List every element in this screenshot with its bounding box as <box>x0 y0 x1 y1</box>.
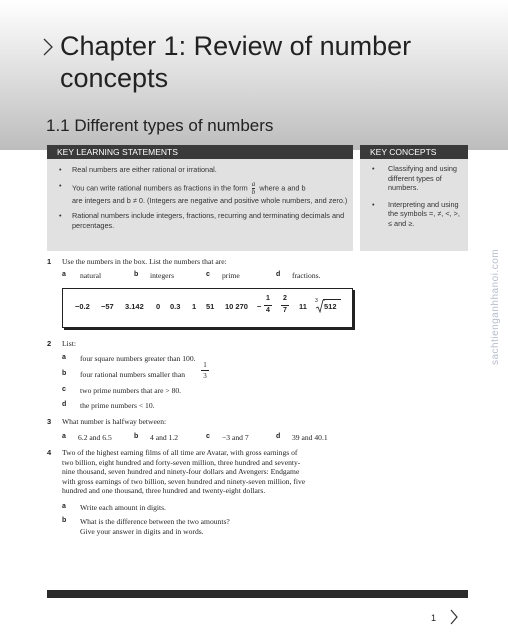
part-label: d <box>62 401 67 408</box>
part-text: four square numbers greater than 100. <box>80 354 196 363</box>
fraction-bar <box>264 305 272 306</box>
question-number: 2 <box>47 339 52 348</box>
fraction-denominator: 7 <box>283 307 287 314</box>
part-label: a <box>62 433 66 440</box>
fraction-denominator: 3 <box>203 372 207 380</box>
number-box <box>62 288 353 328</box>
box-number: 11 <box>299 302 307 311</box>
box-number: 10 270 <box>225 302 248 311</box>
fraction-numerator: 1 <box>266 295 270 302</box>
part-text: Write each amount in digits. <box>80 503 166 512</box>
key-learning-item: • You can write rational numbers as fractions in the form $\frac{a}{b}$ where a and b are integers and b ≠ 0. (Integers are negative and positive whole numbers, and zero.) <box>47 181 353 206</box>
part-text: the prime numbers < 10. <box>80 401 155 410</box>
question-text: List: <box>62 339 76 348</box>
fraction-numerator: a <box>251 179 256 188</box>
key-concept-item: • Interpreting and using the symbols =, ≠, <, >, ≤ and ≥. <box>360 200 460 229</box>
fraction-numerator: 1 <box>203 361 207 369</box>
part-text: 6.2 and 6.5 <box>78 433 112 442</box>
key-concepts-heading: KEY CONCEPTS <box>360 145 468 159</box>
box-number: 51 <box>206 302 215 311</box>
part-label: b <box>62 370 67 377</box>
chapter-title: Chapter 1: Review of number concepts <box>60 31 412 93</box>
key-learning-item: • Rational numbers include integers, fractions, recurring and terminating decimals and percentages. <box>47 211 353 230</box>
part-text: integers <box>150 271 175 280</box>
part-text: prime <box>222 271 240 280</box>
page-number: 1 <box>431 613 437 623</box>
part-text: −3 and 7 <box>222 433 249 442</box>
question-text: Two of the highest earning films of all time are Avatar, with gross earnings of two billion, eight hundred and forty-seven million, three hundred and seventy- nine thousand, seven hundred and ninety-four dollars and Avengers: Endgame with gross earnings of two billion, seven hundred and ninety-seven million, five hundred and one thousand, three hundred and twenty-eight dollars. <box>62 448 306 495</box>
box-number: 1 <box>192 302 197 311</box>
part-label: c <box>206 433 210 440</box>
part-text: two prime numbers that are > 80. <box>80 386 182 395</box>
box-number: 3.142 <box>125 302 144 311</box>
next-page-icon[interactable] <box>449 608 459 626</box>
fraction-bar <box>281 305 289 306</box>
box-number: −0.2 <box>75 302 90 311</box>
part-text: 4 and 1.2 <box>150 433 179 442</box>
part-label: c <box>62 386 66 393</box>
question-text: Use the numbers in the box. List the numbers that are: <box>62 257 227 266</box>
part-label: a <box>62 271 66 278</box>
key-learning-box <box>47 159 353 251</box>
fraction-denominator: b <box>251 187 256 196</box>
part-text: natural <box>80 271 102 280</box>
part-label: a <box>62 354 66 361</box>
part-label: d <box>276 271 281 278</box>
box-number: 0 <box>156 302 161 311</box>
question-text: What number is halfway between: <box>62 417 167 426</box>
part-label: b <box>62 517 67 524</box>
box-number-minus: − <box>257 302 262 311</box>
part-text: 39 and 40.1 <box>292 433 328 442</box>
key-concepts-box <box>360 159 468 251</box>
part-text: Give your answer in digits and in words. <box>80 527 204 536</box>
root-index: 3 <box>315 298 318 304</box>
question-number: 3 <box>47 417 52 426</box>
box-number: −57 <box>101 302 114 311</box>
key-learning-heading: KEY LEARNING STATEMENTS <box>47 145 353 159</box>
part-label: b <box>134 271 139 278</box>
part-text: fractions. <box>292 271 321 280</box>
question-number: 4 <box>47 448 52 457</box>
part-text: four rational numbers smaller than <box>80 370 186 379</box>
watermark: sachtienganhhanoi.com <box>490 248 501 365</box>
part-label: c <box>206 271 210 278</box>
fraction-denominator: 4 <box>266 307 270 314</box>
box-number: 0.3 <box>170 302 181 311</box>
key-concept-item: • Classifying and using different types of numbers. <box>360 164 460 193</box>
fraction-bar <box>201 370 209 371</box>
part-label: b <box>134 433 139 440</box>
key-learning-item: • Real numbers are either rational or irrational. <box>47 165 353 175</box>
fraction-numerator: 2 <box>283 295 287 302</box>
root-bar <box>323 299 341 300</box>
part-label: d <box>276 433 281 440</box>
section-title: 1.1 Different types of numbers <box>46 116 274 135</box>
box-number: 512 <box>324 302 337 311</box>
part-text: What is the difference between the two amounts? <box>80 517 230 526</box>
question-number: 1 <box>47 257 52 266</box>
part-label: a <box>62 503 66 510</box>
footer-bar <box>47 590 468 598</box>
